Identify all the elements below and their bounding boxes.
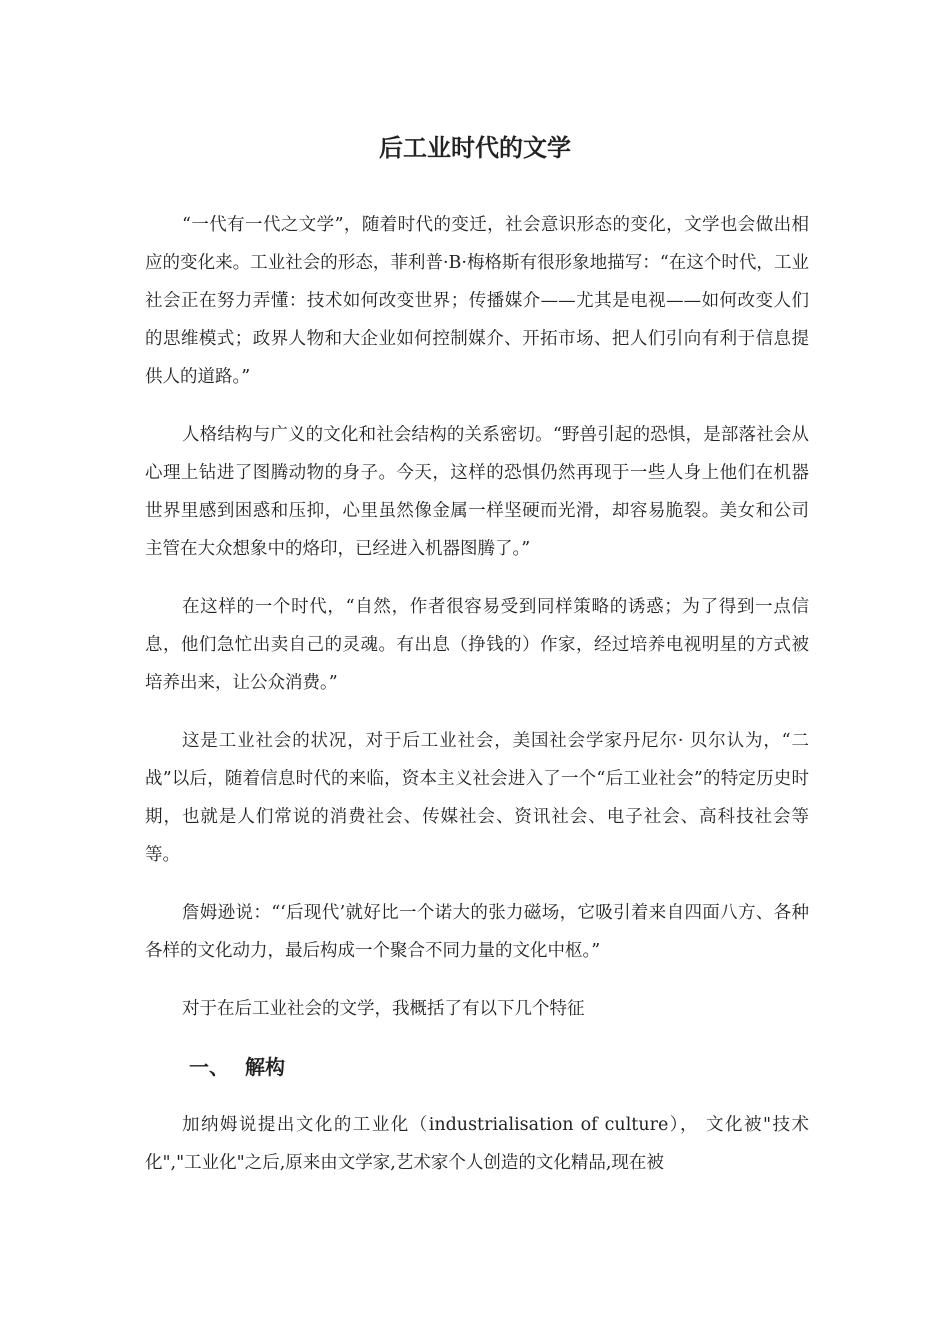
section-heading-text: 解构 [245,1055,285,1079]
paragraph-4: 这是工业社会的状况，对于后工业社会，美国社会学家丹尼尔· 贝尔认为，“二战”以后，随着信息时代的来临，资本主义社会进入了一个“后工业社会”的特定历史时期，也就是人们常说的消费社会、传媒社会、资讯社会、电子社会、高科技社会等等。 [145,731,809,865]
section-heading [145,1048,809,1086]
paragraph-1: “一代有一代之文学”，随着时代的变迁，社会意识形态的变化，文学也会做出相应的变化来。工业社会的形态，菲利普·B·梅格斯有很形象地描写：“在这个时代，工业社会正在努力弄懂：技术如何改变世界；传播媒介——尤其是电视——如何改变人们的思维模式；政界人物和大企业如何控制媒介、开拓市场、把人们引向有利于信息提供人的道路。” [145,215,809,387]
paragraph-3: 在这样的一个时代，“自然，作者很容易受到同样策略的诱惑；为了得到一点信息，他们急忙出卖自己的灵魂。有出息（挣钱的）作家，经过培养电视明星的方式被培养出来，让公众消费。” [145,597,809,693]
section-heading-number: 一、 [189,1055,229,1079]
paragraph-6: 对于在后工业社会的文学，我概括了有以下几个特征 [182,999,585,1019]
paragraph-5: 詹姆逊说：“‘后现代’就好比一个诺大的张力磁场，它吸引着来自四面八方、各种各样的文化动力，最后构成一个聚合不同力量的文化中枢。” [145,903,809,961]
document-body [145,206,809,1202]
section-paragraph: 加纳姆说提出文化的工业化（industrialisation of culture）， 文化被"技术化","工业化"之后,原来由文学家,艺术家个人创造的文化精品,现在被 [145,1115,809,1173]
document-title: 后工业时代的文学 [379,134,571,162]
paragraph-2: 人格结构与广义的文化和社会结构的关系密切。“野兽引起的恐惧，是部落社会从心理上钻进了图腾动物的身子。今天，这样的恐惧仍然再现于一些人身上他们在机器世界里感到困惑和压抑，心里虽然像金属一样坚硬而光滑，却容易脆裂。美女和公司主管在大众想象中的烙印，已经进入机器图腾了。” [145,425,809,559]
